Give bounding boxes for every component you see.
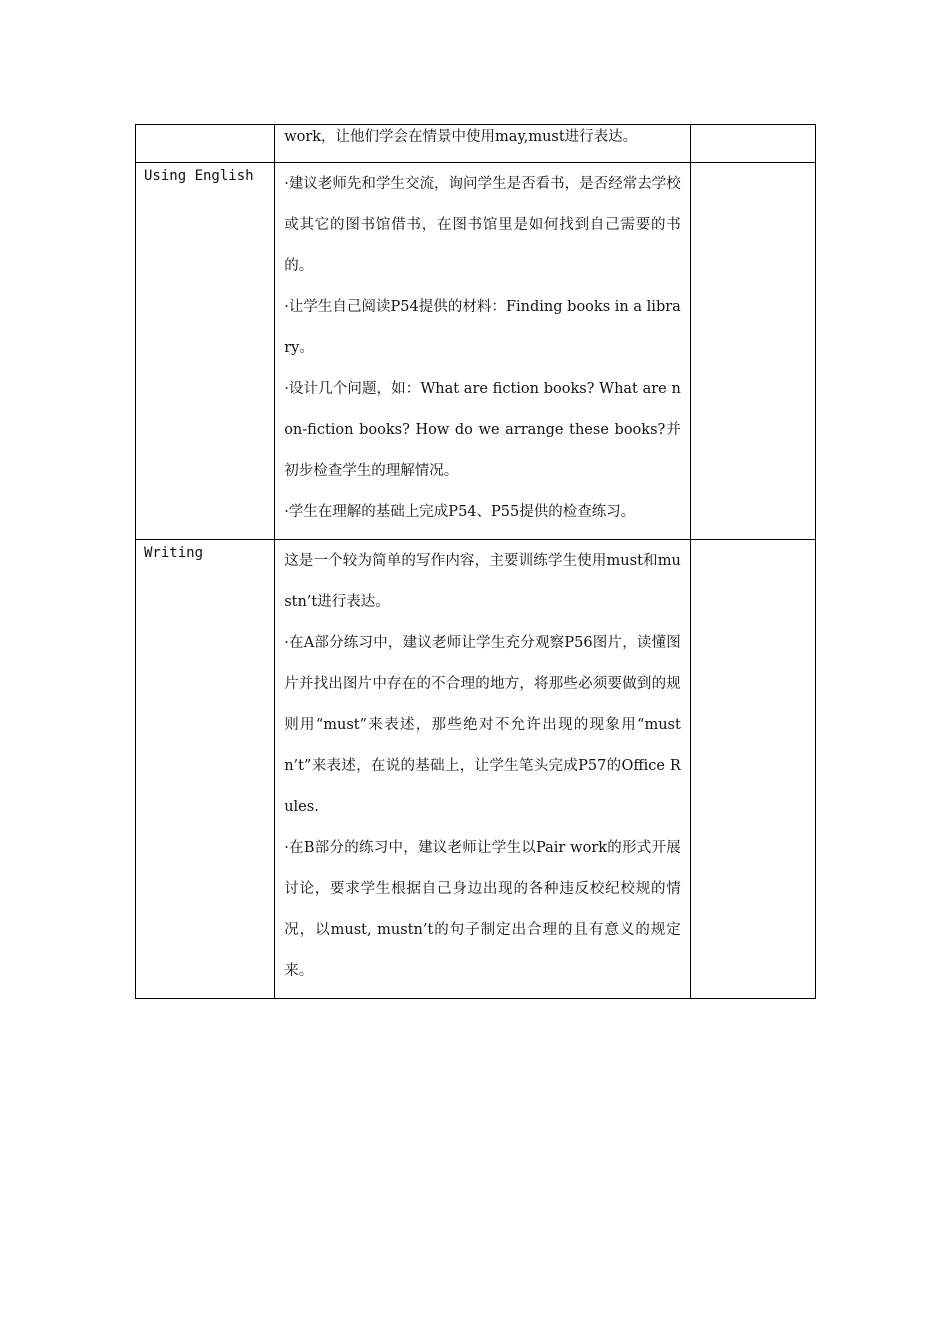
section-label-writing: Writing [144, 545, 204, 561]
activity-paragraph: 这是一个较为简单的写作内容，主要训练学生使用must和mustn’t进行表达。 [284, 553, 681, 610]
lesson-plan-table [135, 124, 816, 999]
table-row [136, 163, 816, 540]
section-label [136, 125, 274, 128]
section-label-cell [136, 125, 275, 163]
activity-paragraph: work，让他们学会在情景中使用may,must进行表达。 [284, 129, 638, 145]
activity-paragraph: ·在B部分的练习中，建议老师让学生以Pair work的形式开展讨论，要求学生根据自己身边出现的各种违反校纪校规的情况，以must, mustn’t的句子制定出合理的且有意义的规定来。 [284, 840, 681, 979]
section-label-using-english: Using English [144, 168, 254, 184]
activity-paragraph: ·在A部分练习中，建议老师让学生充分观察P56图片，读懂图片并找出图片中存在的不合理的地方，将那些必须要做到的规则用“must”来表述，那些绝对不允许出现的现象用“mustn’t”来表述，在说的基础上，让学生笔头完成P57的Office Rules. [284, 635, 681, 815]
notes-cell [690, 163, 815, 540]
activity-paragraph: ·建议老师先和学生交流，询问学生是否看书，是否经常去学校或其它的图书馆借书，在图书馆里是如何找到自己需要的书的。 [284, 176, 681, 274]
notes-cell [690, 540, 815, 999]
activity-cell [275, 125, 691, 163]
notes-cell [690, 125, 815, 163]
section-label-cell [136, 540, 275, 999]
activity-cell [275, 540, 691, 999]
table-row [136, 540, 816, 999]
activity-paragraph: ·学生在理解的基础上完成P54、P55提供的检查练习。 [284, 504, 636, 520]
activity-paragraph: ·让学生自己阅读P54提供的材料：Finding books in a library。 [284, 299, 681, 356]
activity-cell [275, 163, 691, 540]
section-label-cell [136, 163, 275, 540]
table-row [136, 125, 816, 163]
activity-paragraph: ·设计几个问题，如：What are fiction books? What are non-fiction books? How do we arrange these books?并初步检查学生的理解情况。 [284, 381, 681, 479]
